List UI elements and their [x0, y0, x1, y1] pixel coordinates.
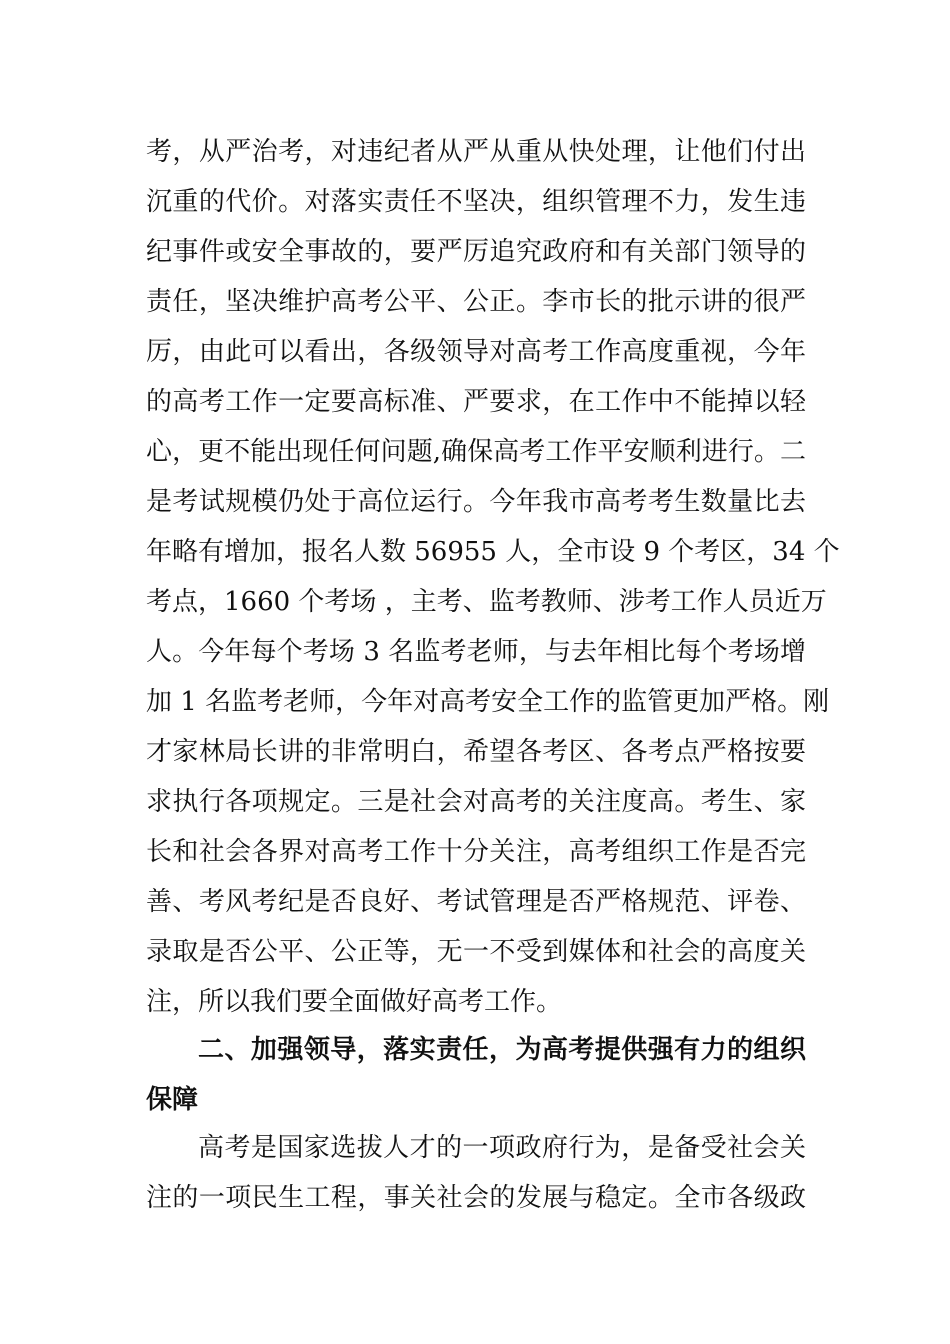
text-line: 厉，由此可以看出，各级领导对高考工作高度重视，今年	[146, 337, 806, 367]
text-line: 注的一项民生工程，事关社会的发展与稳定。全市各级政	[146, 1183, 806, 1213]
text-line: 纪事件或安全事故的，要严厉追究政府和有关部门领导的	[146, 237, 806, 267]
text-line: 注，所以我们要全面做好高考工作。	[146, 987, 563, 1017]
text-line: 善、考风考纪是否良好、考试管理是否严格规范、评卷、	[146, 887, 806, 917]
text-line: 考点，1660 个考场 ，主考、监考教师、涉考工作人员近万	[146, 587, 827, 617]
heading-line: 保障	[146, 1085, 199, 1115]
text-line: 沉重的代价。对落实责任不坚决，组织管理不力，发生违	[146, 187, 806, 217]
text-line: 长和社会各界对高考工作十分关注，高考组织工作是否完	[146, 837, 806, 867]
body-paragraph-2	[146, 1123, 806, 1223]
text-line: 的高考工作一定要高标准、严要求，在工作中不能掉以轻	[146, 387, 806, 417]
text-line: 高考是国家选拔人才的一项政府行为，是备受社会关	[198, 1133, 806, 1163]
text-line: 心，更不能出现任何问题,确保高考工作平安顺利进行。二	[146, 437, 806, 467]
section-heading-2	[146, 1025, 806, 1125]
text-line: 是考试规模仍处于高位运行。今年我市高考考生数量比去	[146, 487, 806, 517]
heading-line: 二、加强领导，落实责任，为高考提供强有力的组织	[198, 1035, 806, 1065]
text-line: 求执行各项规定。三是社会对高考的关注度高。考生、家	[146, 787, 806, 817]
text-line: 录取是否公平、公正等，无一不受到媒体和社会的高度关	[146, 937, 806, 967]
text-line: 年略有增加，报名人数 56955 人，全市设 9 个考区，34 个	[146, 537, 840, 567]
text-line: 考，从严治考，对违纪者从严从重从快处理，让他们付出	[146, 137, 806, 167]
body-paragraph-1	[146, 127, 840, 1027]
text-line: 才家林局长讲的非常明白，希望各考区、各考点严格按要	[146, 737, 806, 767]
text-line: 责任，坚决维护高考公平、公正。李市长的批示讲的很严	[146, 287, 806, 317]
text-line: 加 1 名监考老师，今年对高考安全工作的监管更加严格。刚	[146, 687, 830, 717]
text-line: 人。今年每个考场 3 名监考老师，与去年相比每个考场增	[146, 637, 806, 667]
